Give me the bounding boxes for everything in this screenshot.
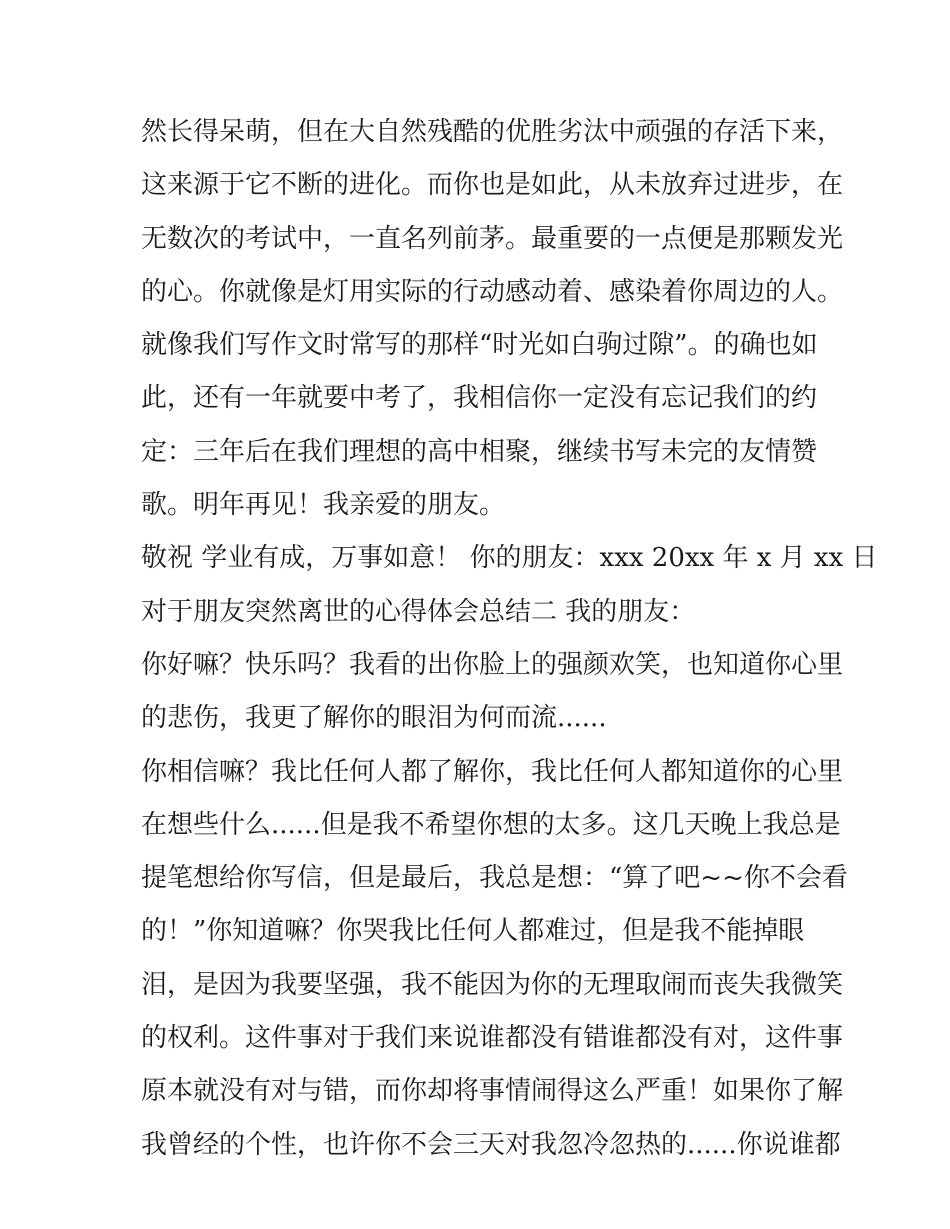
- text-line: 的！”你知道嘛？你哭我比任何人都难过，但是我不能掉眼: [141, 916, 805, 947]
- section-heading: 对于朋友突然离世的心得体会总结二 我的朋友：: [141, 596, 696, 627]
- text-line: 无数次的考试中，一直名列前茅。最重要的一点便是那颗发光: [141, 223, 844, 254]
- text-line: 你好嘛？快乐吗？我看的出你脸上的强颜欢笑，也知道你心里: [141, 649, 844, 680]
- text-line: 的权利。这件事对于我们来说谁都没有错谁都没有对，这件事: [141, 1023, 844, 1054]
- text-line: 敬祝 学业有成，万事如意！ 你的朋友：xxx 20xx 年 x 月 xx 日: [141, 543, 878, 574]
- document-body: [141, 106, 878, 1172]
- text-line: 在想些什么......但是我不希望你想的太多。这几天晚上我总是: [141, 809, 841, 840]
- text-line: 就像我们写作文时常写的那样“时光如白驹过隙”。的确也如: [141, 330, 818, 361]
- text-line: 原本就没有对与错，而你却将事情闹得这么严重！如果你了解: [141, 1076, 844, 1107]
- text-line: 的悲伤，我更了解你的眼泪为何而流......: [141, 703, 607, 734]
- text-line: 歌。明年再见！我亲爱的朋友。: [141, 490, 506, 521]
- text-line: 我曾经的个性，也许你不会三天对我忽冷忽热的......你说谁都: [141, 1129, 841, 1160]
- text-line: 提笔想给你写信，但是最后，我总是想：“算了吧~~你不会看: [141, 863, 848, 894]
- text-line: 的心。你就像是灯用实际的行动感动着、感染着你周边的人。: [141, 276, 844, 307]
- text-line: 此，还有一年就要中考了，我相信你一定没有忘记我们的约: [141, 383, 818, 414]
- text-line: 然长得呆萌，但在大自然残酷的优胜劣汰中顽强的存活下来，: [141, 117, 844, 147]
- text-line: 你相信嘛？我比任何人都了解你，我比任何人都知道你的心里: [141, 756, 844, 787]
- text-line: 定：三年后在我们理想的高中相聚，继续书写未完的友情赞: [141, 436, 818, 467]
- text-line: 这来源于它不断的进化。而你也是如此，从未放弃过进步，在: [141, 170, 844, 201]
- text-line: 泪，是因为我要坚强，我不能因为你的无理取闹而丧失我微笑: [141, 969, 844, 1000]
